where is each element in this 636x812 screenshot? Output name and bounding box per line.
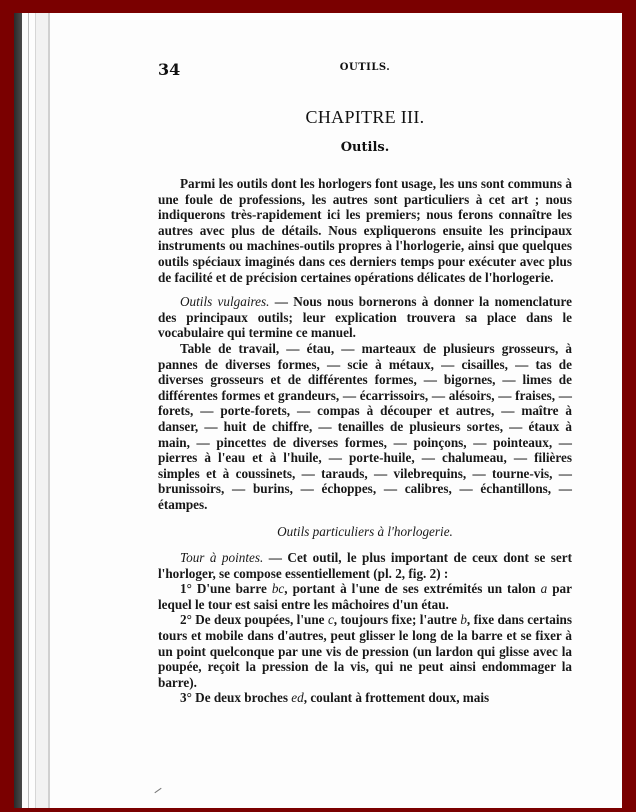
spine-line	[28, 13, 29, 808]
list-item-1-prefix: 1° D'une barre	[180, 581, 272, 597]
list-item-1-end: par lequel le tour est saisi entre les mâchoires d'un étau.	[158, 581, 572, 612]
variable-a: a	[540, 581, 548, 597]
subheading-outils-particuliers: Outils particuliers à l'horlogerie.	[277, 524, 453, 540]
list-item-1-mid: , portant à l'une de ses extrémités un talon	[284, 581, 541, 597]
list-item-3-end: , coulant à frottement doux, mais	[303, 690, 490, 706]
paragraph-intro: Parmi les outils dont les horlogers font usage, les uns sont communs à une foule de professions, les autres sont particuliers à cet art ; nous indiquerons très-rapidement ici les premiers; nous ferons connaître les autres avec plus de détails. Nous expliquerons ensuite les principaux instruments ou machines-outils propres à l'horlogerie, ainsi que quelques outils spéciaux imaginés dans ces derniers temps pour exécuter avec plus de facilité et de précision certaines opérations délicates de l'horlogerie.	[158, 176, 572, 285]
body-text	[158, 176, 572, 706]
list-item-2	[158, 612, 572, 690]
outils-vulgaires-label: Outils vulgaires.	[180, 294, 270, 310]
section-title: Outils.	[340, 140, 390, 155]
list-item-2-mid: , toujours fixe; l'autre	[333, 612, 461, 628]
book-page	[14, 13, 622, 808]
list-item-3	[158, 690, 572, 706]
list-item-1	[158, 581, 572, 612]
chapter-title: CHAPITRE III.	[305, 107, 425, 127]
variable-ed: ed	[291, 690, 304, 706]
tour-a-pointes-label: Tour à pointes.	[180, 550, 264, 566]
variable-bc: bc	[271, 581, 285, 597]
spine-line	[35, 13, 36, 808]
paragraph-outils-vulgaires	[158, 294, 572, 341]
list-item-3-prefix: 3° De deux broches	[180, 690, 292, 706]
scan-frame	[6, 6, 624, 806]
running-title: OUTILS.	[339, 62, 391, 73]
list-item-2-prefix: 2° De deux poupées, l'une	[180, 612, 328, 628]
paragraph-tool-list: Table de travail, — étau, — marteaux de plusieurs grosseurs, à pannes de diverses formes, — scie à métaux, — cisailles, — tas de diverses grosseurs et de différentes formes, — bigornes, — limes de différentes formes et grandeurs, — écarrissoirs, — alésoirs, — fraises, — forets, — porte-forets, — compas à découper et autres, — maître à danser, — huit de chiffre, — tenailles de plusieurs sortes, — étaux à main, — pincettes de diverses formes, — poinçons, — pointeaux, — pierres à l'eau et à l'huile, — porte-huile, — chalumeau, — filières simples et à coussinets, — tarauds, — vilebrequins, — tourne-vis, — brunissoirs, — burins, — échoppes, — calibres, — échantillons, — étampes.	[158, 340, 572, 512]
running-head	[158, 60, 572, 80]
outils-vulgaires-text: — Nous nous bornerons à donner la nomenclature des principaux outils; leur explication trouvera sa place dans le vocabulaire qui termine ce manuel.	[158, 294, 572, 341]
spine-line	[48, 13, 50, 808]
page-edge-shadow	[14, 13, 22, 808]
variable-c: c	[327, 612, 334, 628]
variable-b: b	[460, 612, 467, 628]
tour-a-pointes-text: — Cet outil, le plus important de ceux dont se sert l'horloger, se compose essentiellement (pl. 2, fig. 2) :	[158, 550, 572, 581]
list-item-2-end: , fixe dans certains tours et mobile dans d'autres, peut glisser le long de la barre et se fixer à un point quelconque par une vis de pression (un lardon qui glisse avec la poupée, reçoit la pression de la vis, qui ne peut ainsi endommager la barre).	[158, 612, 572, 690]
paragraph-tour-a-pointes	[158, 550, 572, 581]
stray-pen-mark	[154, 788, 161, 793]
page-number: 34	[158, 60, 181, 79]
